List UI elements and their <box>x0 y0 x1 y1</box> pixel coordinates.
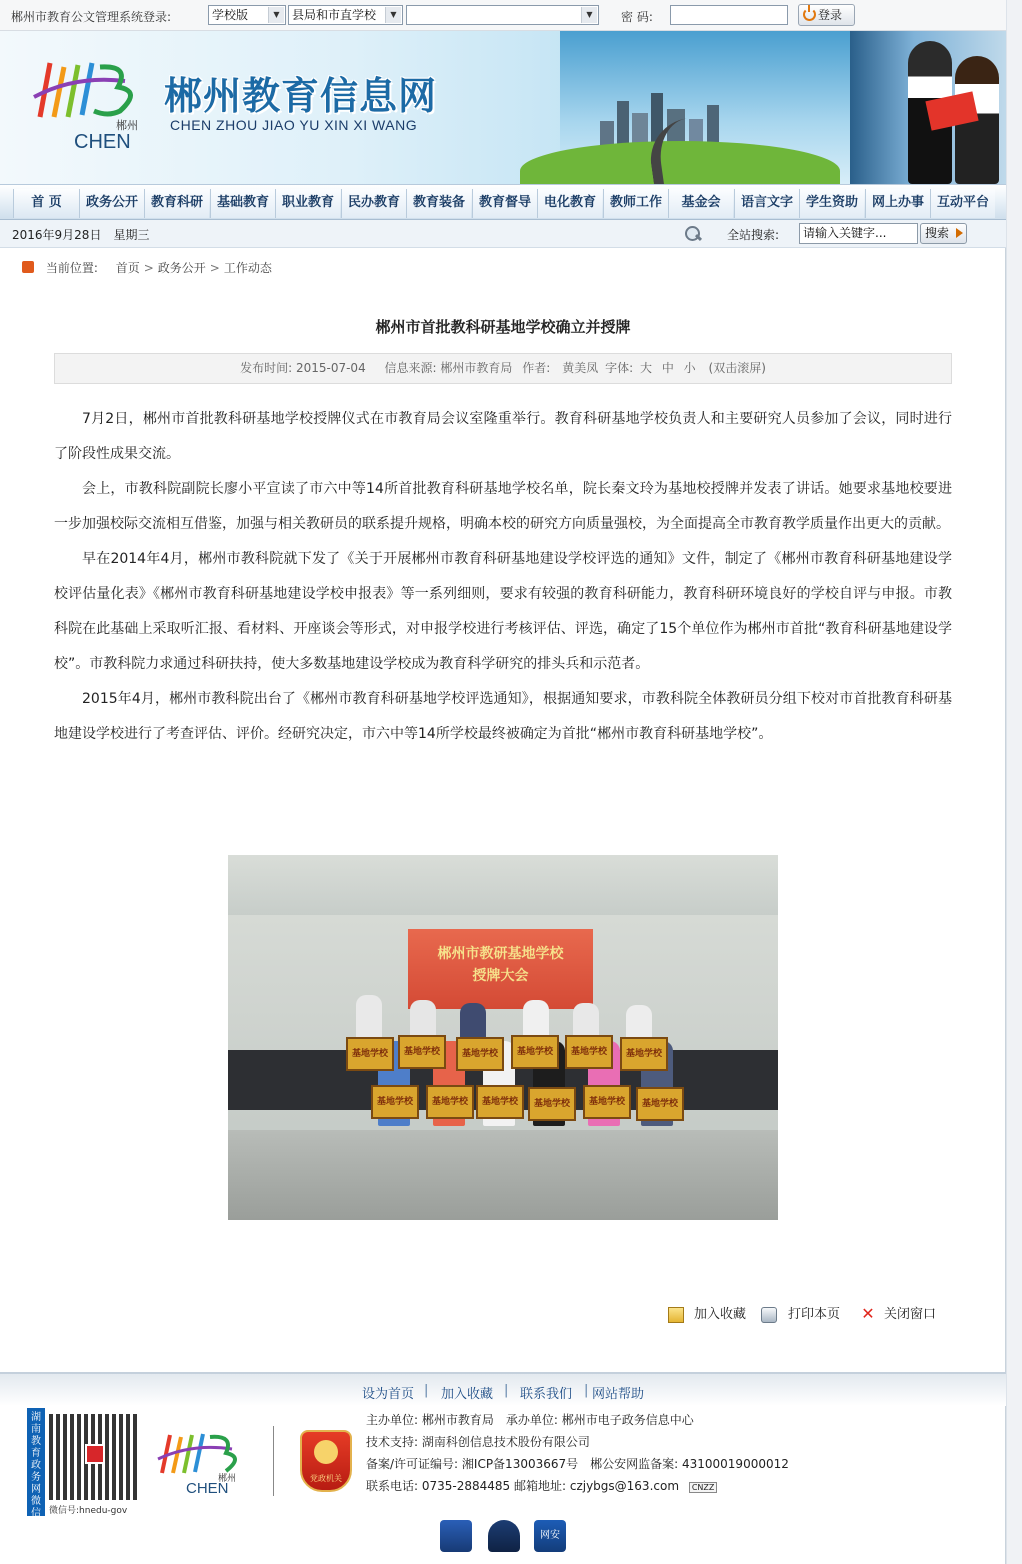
print-page-link[interactable]: 打印本页 <box>788 1307 841 1322</box>
chevron-down-icon: ▼ <box>268 7 284 23</box>
login-bar <box>0 0 1006 31</box>
publish-time: 发布时间: 2015-07-04 <box>240 361 366 375</box>
power-icon <box>803 8 816 21</box>
site-banner <box>0 31 1006 184</box>
footer-separator: | <box>504 1383 509 1398</box>
nav-item-5[interactable]: 民办教育 <box>341 189 406 218</box>
nav-item-6[interactable]: 教育装备 <box>406 189 471 218</box>
qr-vertical-text: 湖南教育政务网微信 <box>27 1408 45 1516</box>
footer-contact-text: 联系电话: 0735-2884485 邮箱地址: czjybgs@163.com <box>366 1479 680 1493</box>
font-size-small[interactable]: 小 <box>683 361 696 375</box>
logo-chinese: 郴州 <box>116 119 138 132</box>
nav-item-10[interactable]: 基金会 <box>668 189 733 218</box>
footer-chen-logo <box>156 1425 251 1495</box>
password-label: 密 码: <box>621 10 653 24</box>
cnzz-stats-badge[interactable]: CNZZ <box>689 1482 718 1493</box>
chevron-down-icon: ▼ <box>581 7 597 23</box>
font-size-large[interactable]: 大 <box>639 361 652 375</box>
article-meta <box>54 353 952 384</box>
screen-line1: 郴州市教研基地学校 <box>437 946 564 962</box>
nav-item-12[interactable]: 学生资助 <box>799 189 864 218</box>
plaque: 基地学校 <box>398 1035 446 1069</box>
article-body <box>54 402 952 752</box>
breadcrumb-news[interactable]: 工作动态 <box>223 261 272 275</box>
search-button[interactable] <box>920 223 967 244</box>
favorite-icon <box>668 1307 684 1323</box>
arrow-right-icon <box>956 228 963 238</box>
nav-item-14[interactable]: 互动平台 <box>930 189 995 218</box>
plaque: 基地学校 <box>371 1085 419 1119</box>
badge-text: 党政机关 <box>310 1474 342 1483</box>
paragraph: 2015年4月，郴州市教科院出台了《郴州市教育科研基地学校评选通知》，根据通知要求，市教科院全体教研员分组下校对市首批教育科研基地建设学校进行了考查评估、评价。经研究决定，市六中等14所学校最终被确定为首批“郴州市教育科研基地学校”。 <box>54 691 952 742</box>
login-button[interactable] <box>798 4 855 26</box>
paragraph: 早在2014年4月，郴州市教科院就下发了《关于开展郴州市教育科研基地建设学校评选的通知》文件，制定了《郴州市教育科研基地建设学校评估量化表》《郴州市教育科研基地建设学校申报表》等一系列细则，要求有较强的教育科研能力，教育科研环境良好的学校自评与申报。市教科院在此基础上采取听汇报、看材料、开座谈会等形式，对申报学校进行考核评估、评选，确定了15个单位作为郴州市首批“教育科研基地建设学校”。市教科院力求通过科研扶持，使大多数基地建设学校成为教育科学研究的排头兵和示范者。 <box>54 551 952 672</box>
photo-screen <box>408 929 593 1009</box>
plaque: 基地学校 <box>565 1035 613 1069</box>
cyber-police-icon[interactable] <box>488 1520 520 1552</box>
breadcrumb-gov[interactable]: 政务公开 <box>157 261 206 275</box>
search-label: 全站搜索: <box>727 228 780 242</box>
edition-select[interactable] <box>208 5 286 25</box>
password-input[interactable] <box>670 5 788 25</box>
current-date: 2016年9月28日 星期三 <box>12 228 150 242</box>
breadcrumb <box>22 259 272 277</box>
qr-caption: 微信号:hnedu-gov <box>49 1506 128 1516</box>
photo-ceiling <box>228 855 778 915</box>
nav-item-2[interactable]: 教育科研 <box>144 189 209 218</box>
paragraph: 7月2日，郴州市首批教科研基地学校授牌仪式在市教育局会议室隆重举行。教育科研基地学校负责人和主要研究人员参加了会议，同时进行了阶段性成果交流。 <box>54 411 952 462</box>
edition-select-value: 学校版 <box>212 8 249 22</box>
breadcrumb-separator: > <box>143 261 154 275</box>
nav-item-0[interactable]: 首 页 <box>13 189 79 218</box>
footer-link-sethome[interactable]: 设为首页 <box>362 1387 415 1402</box>
scrollbar-track[interactable] <box>1006 0 1022 1564</box>
police-icon[interactable] <box>440 1520 472 1552</box>
plaque: 基地学校 <box>511 1035 559 1069</box>
paragraph: 会上，市教科院副院长廖小平宣读了市六中等14所首批教育科研基地学校名单，院长秦文玲为基地校授牌并发表了讲话。她要求基地校要进一步加强校际交流相互借鉴，加强与相关教研员的联系提升规格，明确本校的研究方向质量强校，为全面提高全市教育教学质量作出更大的贡献。 <box>54 481 952 532</box>
search-icon <box>683 224 702 243</box>
logo-english: CHEN <box>74 131 131 153</box>
site-subtitle: CHEN ZHOU JIAO YU XIN XI WANG <box>170 117 418 133</box>
nav-item-1[interactable]: 政务公开 <box>79 189 144 218</box>
site-title: 郴州教育信息网 <box>164 73 438 118</box>
plaque: 基地学校 <box>528 1087 576 1121</box>
date-search-bar <box>0 220 1006 248</box>
footer-link-favorite[interactable]: 加入收藏 <box>441 1387 494 1402</box>
unit-type-select[interactable] <box>288 5 403 25</box>
net-security-icon[interactable]: 网安 <box>534 1520 566 1552</box>
nav-item-11[interactable]: 语言文字 <box>734 189 799 218</box>
search-input[interactable]: 请输入关键字... <box>799 223 918 244</box>
footer-link-contact[interactable]: 联系我们 <box>520 1387 573 1402</box>
chen-logo <box>30 45 150 155</box>
nav-item-3[interactable]: 基础教育 <box>210 189 275 218</box>
plaque: 基地学校 <box>346 1037 394 1071</box>
footer-separator: | <box>584 1383 589 1398</box>
qr-emblem-icon <box>85 1444 105 1464</box>
screen-line2: 授牌大会 <box>472 968 529 984</box>
nav-item-4[interactable]: 职业教育 <box>275 189 340 218</box>
wechat-qr <box>27 1408 147 1519</box>
unit-type-select-value: 县局和市直学校 <box>292 8 377 22</box>
nav-item-9[interactable]: 教师工作 <box>603 189 668 218</box>
close-window-link[interactable]: 关闭窗口 <box>884 1307 937 1322</box>
footer-tech-support: 技术支持: 湖南科创信息技术股份有限公司 <box>366 1435 590 1449</box>
login-button-label: 登录 <box>818 8 843 22</box>
footer-logo-chinese: 郴州 <box>218 1474 237 1484</box>
nav-item-8[interactable]: 电化教育 <box>537 189 602 218</box>
close-icon: ✕ <box>861 1304 875 1323</box>
unit-select[interactable] <box>406 5 599 25</box>
breadcrumb-home[interactable]: 首页 <box>115 261 140 275</box>
party-gov-badge[interactable] <box>300 1430 352 1492</box>
footer-logo-english: CHEN <box>186 1480 229 1495</box>
info-source: 信息来源: 郴州市教育局 <box>384 361 513 375</box>
search-button-label: 搜索 <box>925 226 950 240</box>
plaque: 基地学校 <box>636 1087 684 1121</box>
badge-emblem-icon <box>314 1440 338 1464</box>
plaque: 基地学校 <box>583 1085 631 1119</box>
add-favorite-link[interactable]: 加入收藏 <box>694 1307 747 1322</box>
footer-host-info: 主办单位: 郴州市教育局 承办单位: 郴州市电子政务信息中心 <box>366 1413 694 1427</box>
font-size-medium[interactable]: 中 <box>661 361 674 375</box>
plaque: 基地学校 <box>426 1085 474 1119</box>
footer-link-help[interactable]: 网站帮助 <box>592 1387 645 1402</box>
breadcrumb-separator: > <box>209 261 220 275</box>
author: 作者: 黄美凤 <box>522 361 599 375</box>
footer-contact <box>366 1477 717 1494</box>
article-title: 郴州市首批教科研基地学校确立并授牌 <box>375 318 631 336</box>
plaque: 基地学校 <box>456 1037 504 1071</box>
printer-icon <box>761 1307 777 1323</box>
footer-links <box>0 1372 1006 1406</box>
plaque: 基地学校 <box>620 1037 668 1071</box>
font-size-label: 字体: <box>605 361 634 375</box>
scroll-hint: (双击滚屏) <box>708 361 766 375</box>
location-icon <box>22 261 34 273</box>
footer-separator: | <box>424 1383 429 1398</box>
footer-divider <box>273 1426 274 1496</box>
nav-item-13[interactable]: 网上办事 <box>865 189 930 218</box>
plaque: 基地学校 <box>476 1085 524 1119</box>
nav-item-7[interactable]: 教育督导 <box>472 189 537 218</box>
main-nav <box>0 184 1006 220</box>
login-label: 郴州市教育公文管理系统登录: <box>11 10 172 24</box>
footer-license: 备案/许可证编号: 湘ICP备13003667号 郴公安网监备案: 43100019000012 <box>366 1457 789 1471</box>
chevron-down-icon: ▼ <box>385 7 401 23</box>
photo-floor <box>228 1130 778 1220</box>
ceremony-photo <box>228 855 778 1220</box>
breadcrumb-label: 当前位置: <box>45 261 98 275</box>
